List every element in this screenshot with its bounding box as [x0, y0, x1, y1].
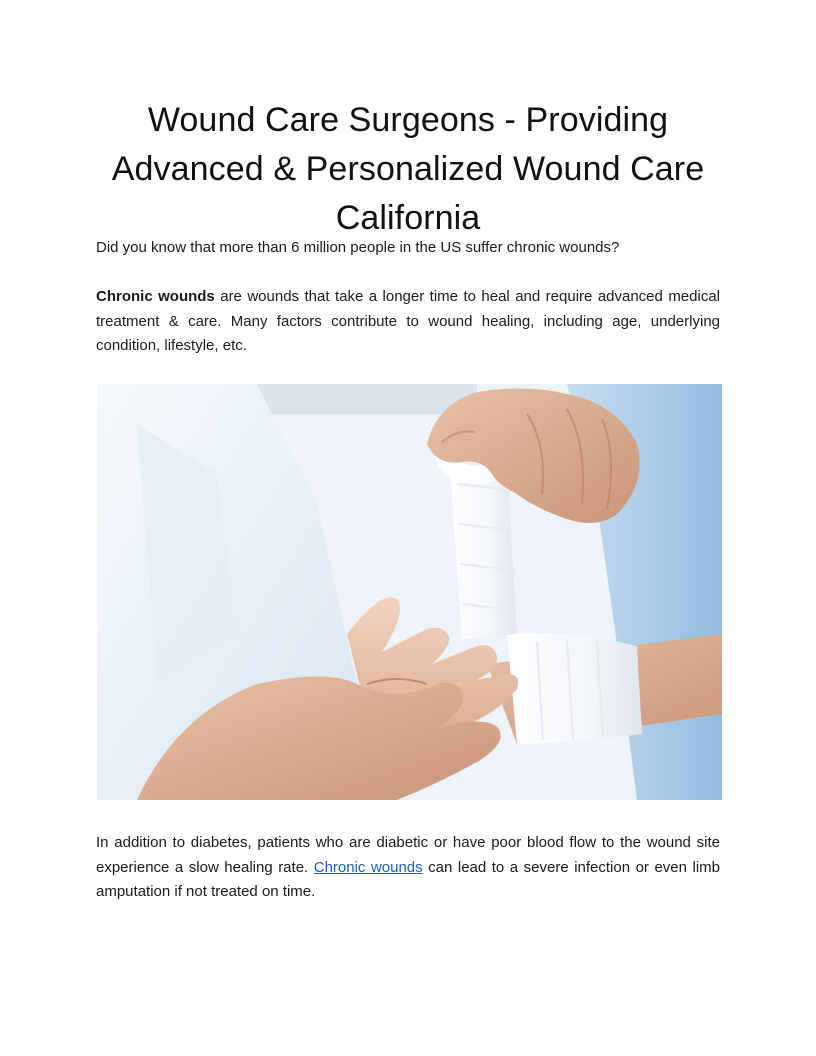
intro-paragraph: Did you know that more than 6 million people in the US suffer chronic wounds?	[96, 239, 620, 256]
bandaging-illustration	[97, 384, 722, 800]
diabetes-paragraph	[96, 831, 720, 905]
diabetes-text-after-link: can lead to a severe infection or even limb amputation if not treated on time.	[96, 858, 720, 900]
chronic-wounds-link[interactable]: Chronic wounds	[313, 858, 423, 876]
chronic-wounds-bold-term: Chronic wounds	[96, 288, 215, 305]
chronic-wounds-definition: are wounds that take a longer time to heal and require advanced medical treatment & care. Many factors contribute to wound healing, including age, underlying condition, lifestyle, etc.	[96, 288, 721, 354]
page-title: Wound Care Surgeons - Providing Advanced & Personalized Wound Care California	[111, 101, 705, 237]
bandaging-hand-photo	[97, 384, 722, 800]
chronic-wounds-paragraph	[96, 285, 720, 359]
diabetes-text-before-link: In addition to diabetes, patients who are diabetic or have poor blood flow to the wound site experience a slow healing rate.	[96, 834, 720, 876]
